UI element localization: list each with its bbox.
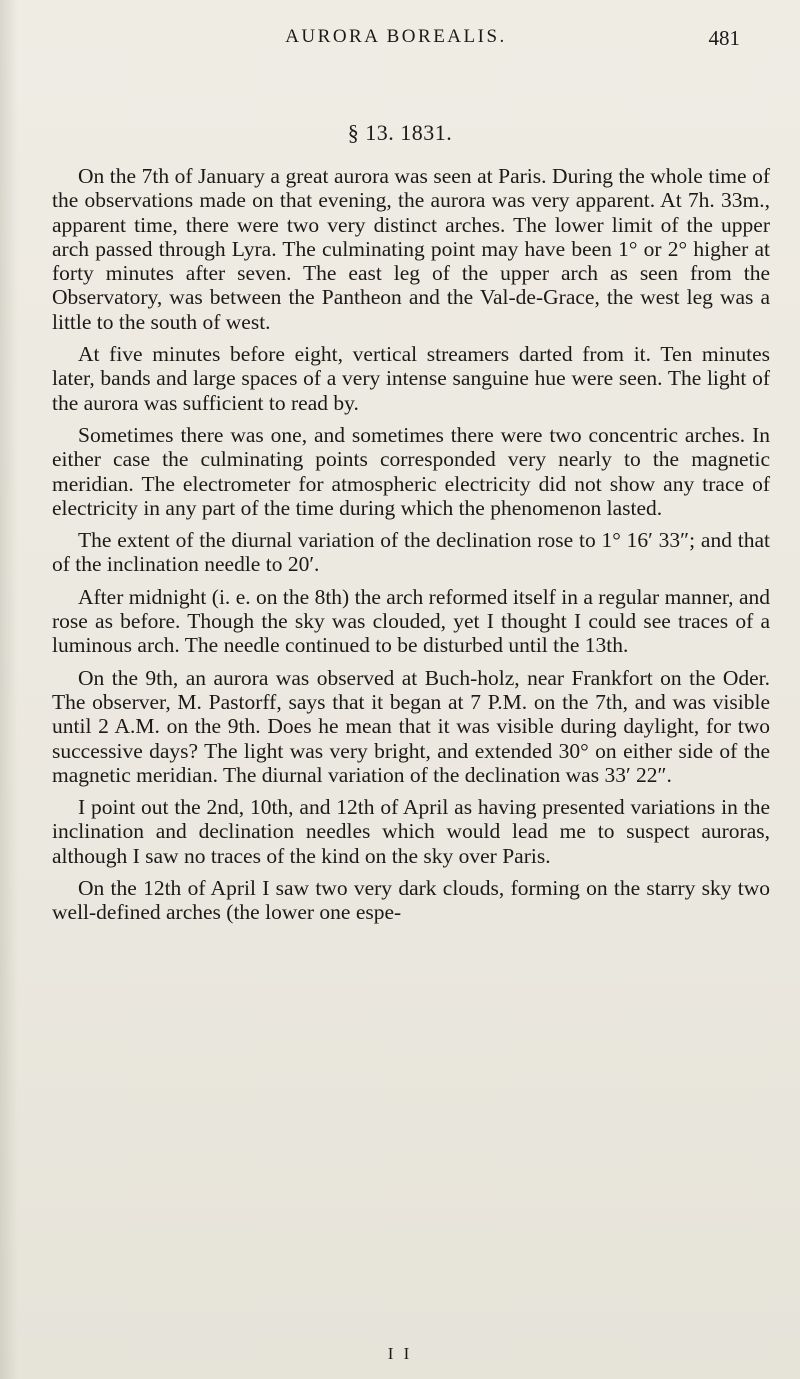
paragraph: At five minutes before eight, vertical streamers darted from it. Ten minutes later, bands and large spaces of a very intense sanguine hue were seen. The light of the aurora was sufficient to read by. [52, 342, 770, 415]
paragraph: On the 9th, an aurora was observed at Buch-holz, near Frankfort on the Oder. The observer, M. Pastorff, says that it began at 7 P.M. on the 7th, and was visible until 2 A.M. on the 9th. Does he mean that it was visible during daylight, for two successive days? The light was very bright, and extended 30° on either side of the magnetic meridian. The diurnal variation of the declination was 33′ 22″. [52, 665, 770, 787]
paragraph: Sometimes there was one, and sometimes there were two concentric arches. In either case the culminating points corresponded very nearly to the magnetic meridian. The electrometer for atmospheric electricity did not show any trace of electricity in any part of the time during which the phenomenon lasted. [52, 422, 770, 520]
paragraph: After midnight (i. e. on the 8th) the arch reformed itself in a regular manner, and rose as before. Though the sky was clouded, yet I thought I could see traces of a luminous arch. The needle continued to be disturbed until the 13th. [52, 584, 770, 658]
body-text [52, 164, 770, 933]
paragraph: The extent of the diurnal variation of the declination rose to 1° 16′ 33″; and that of the inclination needle to 20′. [52, 528, 770, 577]
paragraph: I point out the 2nd, 10th, and 12th of April as having presented variations in the inclination and declination needles which would lead me to suspect auroras, although I saw no traces of the kind on the sky over Paris. [52, 795, 770, 868]
paragraph: On the 12th of April I saw two very dark clouds, forming on the starry sky two well-defined arches (the lower one espe- [52, 876, 770, 925]
section-heading: § 13. 1831. [347, 120, 453, 145]
running-head [52, 26, 740, 62]
paragraph: On the 7th of January a great aurora was seen at Paris. During the whole time of the observations made on that evening, the aurora was very apparent. At 7h. 33m., apparent time, there were two very distinct arches. The lower limit of the upper arch passed through Lyra. The culminating point may have been 1° or 2° higher at forty minutes after seven. The east leg of the upper arch as seen from the Observatory, was between the Pantheon and the Val-de-Grace, the west leg was a little to the south of west. [52, 164, 770, 334]
running-title: AURORA BOREALIS. [285, 26, 507, 47]
page-edge-shadow [0, 0, 18, 1379]
page-number: 481 [708, 26, 740, 50]
signature-mark: I I [387, 1344, 413, 1363]
